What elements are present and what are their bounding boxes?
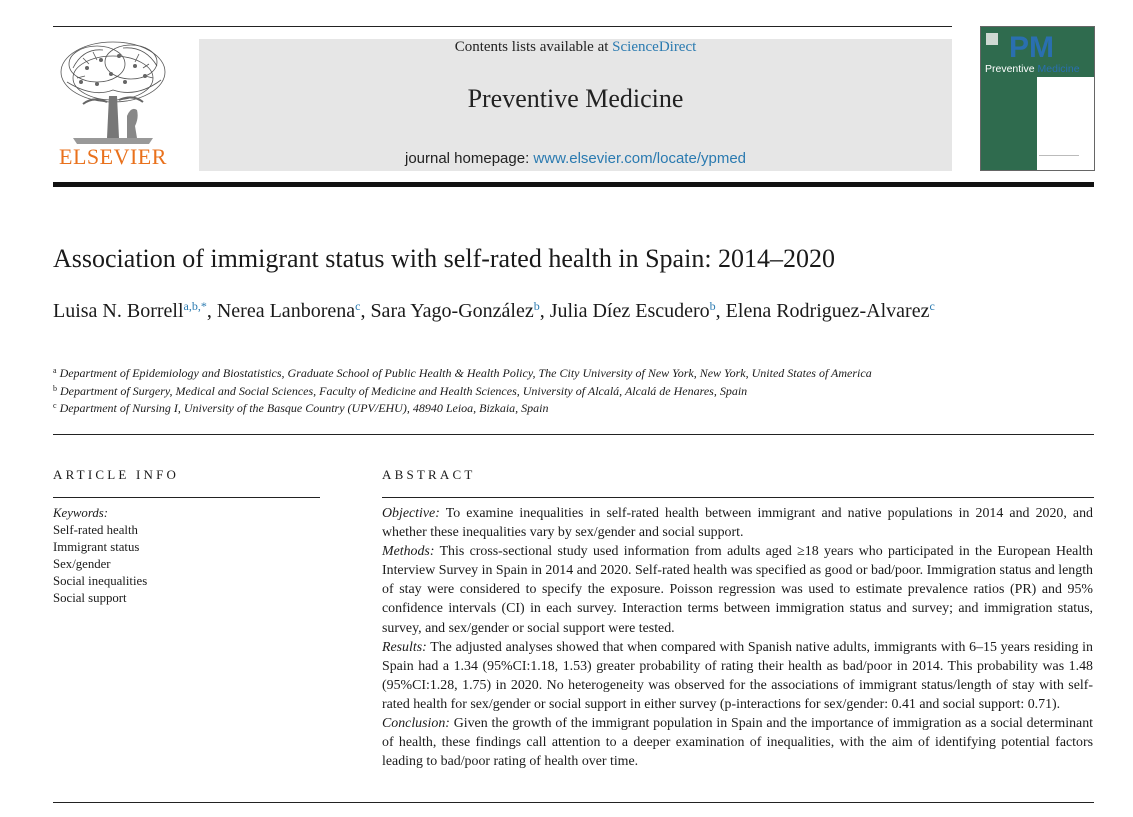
abstract-label: Methods: <box>382 544 435 560</box>
author-5[interactable]: Elena Rodriguez-Alvarez <box>725 300 930 322</box>
cover-name-part2: Medicine <box>1037 63 1080 75</box>
cover-name-part1: Preventive <box>985 63 1038 75</box>
contents-prefix: Contents lists available at <box>454 39 613 55</box>
affiliation-rule <box>53 434 1094 435</box>
author-3[interactable]: Sara Yago-González <box>370 300 534 322</box>
affiliation-item <box>53 400 1093 418</box>
abstract-methods <box>382 542 1093 637</box>
publisher-name: ELSEVIER <box>59 144 167 169</box>
bottom-rule <box>53 802 1094 803</box>
author-sep: , <box>360 300 371 322</box>
abstract-objective <box>382 504 1093 542</box>
author-list <box>53 298 953 325</box>
abstract-results <box>382 638 1093 714</box>
keyword-item[interactable]: Self-rated health <box>53 523 138 537</box>
abstract-text: Given the growth of the immigrant population in Spain and the importance of immigration as a social determinant of health, these findings call attention to a deeper examination of inequalities, with the aim of identifying potential factors leading to bad/poor rating of health over time. <box>382 716 1093 770</box>
article-info-heading: ARTICLE INFO <box>53 467 180 482</box>
abstract-body <box>382 504 1093 771</box>
cover-badge-icon <box>986 33 998 45</box>
journal-cover[interactable] <box>980 26 1095 171</box>
affiliation-mark: a <box>53 366 57 375</box>
abstract-text: The adjusted analyses showed that when compared with Spanish native adults, immigrants with 6–15 years residing in Spain had a 1.34 (95%CI:1.18, 1.53) greater probability of rating their health as bad/poor in 2014. This probability was 1.48 (95%CI:1.28, 1.75) in 2020. No heterogeneity was observed for the associations of immigrant status/length of stay with self-rated health for sex/gender or social support in either survey (p-interactions for sex/gender: 0.41 and social support: 0.71). <box>382 639 1093 712</box>
abstract-conclusion <box>382 714 1093 771</box>
article-title: Association of immigrant status with self-rated health in Spain: 2014–2020 <box>53 244 836 273</box>
author-4-affil[interactable]: b <box>709 299 716 313</box>
cover-initials: PM <box>1009 31 1054 64</box>
keyword-item[interactable]: Social support <box>53 591 127 605</box>
affiliation-text: Department of Surgery, Medical and Social Sciences, Faculty of Medicine and Health Sciences, University of Alcalá, Alcalá de Henares, Spain <box>60 383 748 398</box>
header-thick-rule <box>53 182 1094 187</box>
author-sep: , <box>715 300 726 322</box>
sciencedirect-link[interactable]: ScienceDirect <box>612 39 697 55</box>
affiliation-text: Department of Epidemiology and Biostatistics, Graduate School of Public Health & Health Policy, The City University of New York, New York, United States of America <box>59 366 872 380</box>
homepage-link[interactable]: www.elsevier.com/locate/ypmed <box>533 150 747 167</box>
keyword-item[interactable]: Social inequalities <box>53 574 148 588</box>
cover-journal-name <box>985 63 1080 75</box>
author-sep: , <box>539 300 550 322</box>
homepage-prefix: journal homepage: <box>404 150 534 167</box>
contents-line <box>199 39 952 56</box>
journal-header <box>199 39 952 171</box>
affiliation-item <box>53 383 1093 401</box>
affiliation-text: Department of Nursing I, University of the Basque Country (UPV/EHU), 48940 Leioa, Bizkaia, Spain <box>59 401 549 415</box>
cover-footer-line <box>1039 155 1079 156</box>
elsevier-tree-icon <box>53 38 173 146</box>
journal-title: Preventive Medicine <box>467 84 684 113</box>
author-4[interactable]: Julia Díez Escudero <box>549 300 710 322</box>
author-3-affil[interactable]: b <box>533 299 540 313</box>
homepage-line <box>199 150 952 167</box>
abstract-text: To examine inequalities in self-rated health between immigrant and native populations in 2014 and 2020, and whether these inequalities vary by sex/gender and social support. <box>382 506 1093 541</box>
author-2[interactable]: Nerea Lanborena <box>216 300 356 322</box>
abstract-text: This cross-sectional study used information from adults aged ≥18 years who participated in the European Health Interview Survey in Spain in 2014 and 2020. Self-rated health was specified as good or bad/poor. Immigration status and length of stay were considered to specify the exposure. Poisson regression was used to estimate prevalence ratios (PR) and 95% confidence intervals (CI) in each survey. Interaction terms between immigration status and survey; and immigration status, survey, and sex/gender or social support were tested. <box>382 544 1093 636</box>
affiliation-item <box>53 365 1093 383</box>
keywords-block <box>53 505 147 607</box>
affiliation-list <box>53 365 1093 418</box>
keyword-item[interactable]: Immigrant status <box>53 540 140 554</box>
author-2-affil[interactable]: c <box>355 299 361 313</box>
affiliation-mark: c <box>53 401 57 410</box>
abstract-rule <box>382 497 1094 498</box>
elsevier-logo[interactable] <box>53 38 173 170</box>
affiliation-mark: b <box>53 383 57 393</box>
abstract-heading: ABSTRACT <box>382 467 476 482</box>
article-info-rule <box>53 497 320 498</box>
abstract-label: Conclusion: <box>382 716 450 732</box>
author-1-affil[interactable]: a,b,* <box>183 299 207 313</box>
top-rule <box>53 26 952 27</box>
keyword-item[interactable]: Sex/gender <box>53 557 111 571</box>
abstract-label: Objective: <box>382 506 440 521</box>
author-1[interactable]: Luisa N. Borrell <box>53 300 184 322</box>
author-sep: , <box>206 300 217 322</box>
abstract-label: Results: <box>382 639 427 655</box>
keywords-label: Keywords: <box>53 506 108 520</box>
author-5-affil[interactable]: c <box>929 299 935 313</box>
